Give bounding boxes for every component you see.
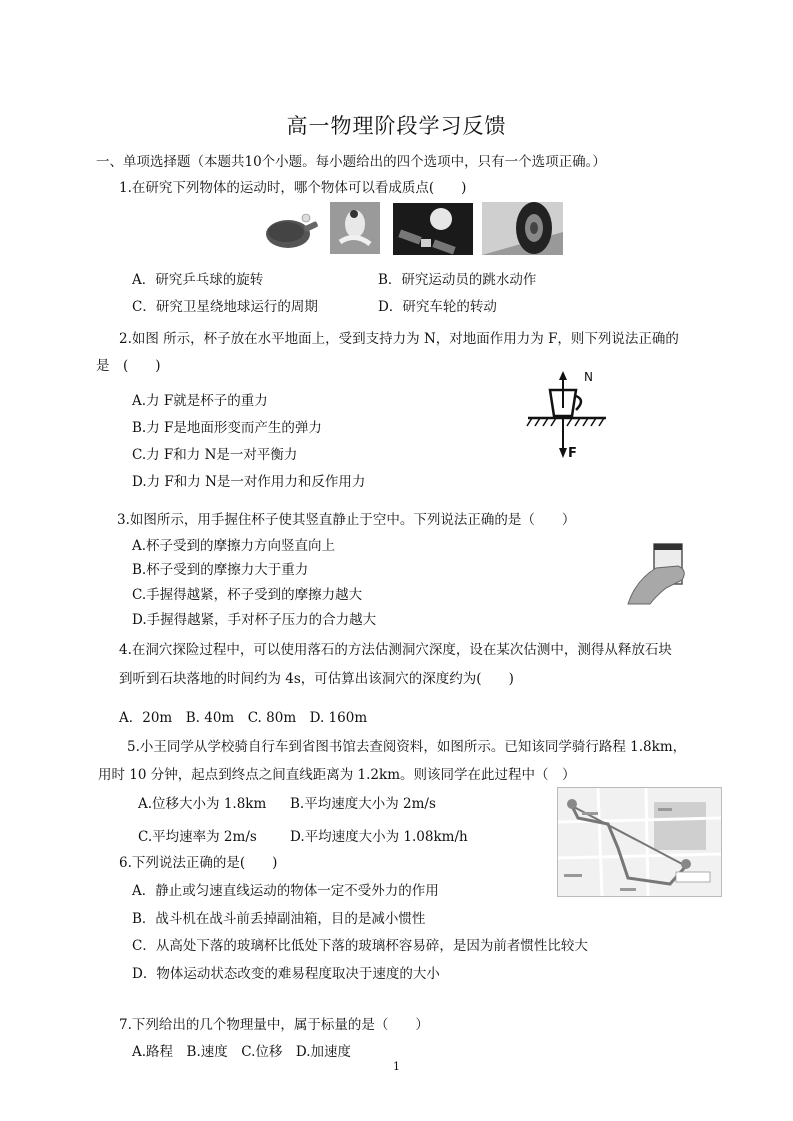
q5-stem-line1: 5.小王同学从学校骑自行车到省图书馆去查阅资料，如图所示。已知该同学骑行路程 1.8km， [127,739,687,755]
q2-stem-line1: 2.如图 所示，杯子放在水平地面上，受到支持力为 N，对地面作用力为 F，则下列说法正确的 [119,331,679,347]
diver-image [330,202,380,254]
q5-option-b: B.平均速度大小为 2m/s [290,796,436,812]
q2-option-b: B.力 F是地面形变而产生的弹力 [132,420,322,436]
q2-option-a: A.力 F就是杯子的重力 [132,393,268,409]
cup-force-diagram [524,368,614,468]
q1-option-b: B．研究运动员的跳水动作 [378,272,537,288]
page-title: 高一物理阶段学习反馈 [286,114,507,138]
car-wheel-image [482,202,563,255]
q6-option-a: A．静止或匀速直线运动的物体一定不受外力的作用 [132,883,439,899]
force-n-label: N [584,370,593,384]
q5-option-c: C.平均速率为 2m/s [138,829,257,845]
q6-option-b: B．战斗机在战斗前丢掉副油箱，目的是减小惯性 [132,911,426,927]
q6-stem: 6.下列说法正确的是( ) [119,855,278,871]
q4-stem-line2: 到听到石块落地的时间约为 4s，可估算出该洞穴的深度约为( ) [119,671,514,687]
q5-option-a: A.位移大小为 1.8km [138,796,267,812]
q1-option-c: C．研究卫星绕地球运行的周期 [132,299,318,315]
route-map-image [557,787,722,897]
q1-option-a: A．研究乒乓球的旋转 [132,272,264,288]
q2-stem-line2: 是 ( ) [96,358,161,374]
force-f-label: F [568,446,577,461]
q2-option-d: D.力 F和力 N是一对作用力和反作用力 [132,474,366,490]
q2-option-c: C.力 F和力 N是一对平衡力 [132,447,298,463]
q6-option-d: D．物体运动状态改变的难易程度取决于速度的大小 [132,966,440,982]
q5-stem-line2: 用时 10 分钟，起点到终点之间直线距离为 1.2km。则该同学在此过程中（ ） [98,767,576,783]
q4-options: A．20m B. 40m C. 80m D. 160m [119,710,368,726]
q3-option-c: C.手握得越紧，杯子受到的摩擦力越大 [132,587,363,603]
q1-stem: 1.在研究下列物体的运动时，哪个物体可以看成质点( ) [119,180,467,196]
q1-option-d: D．研究车轮的转动 [378,299,497,315]
q7-stem: 7.下列给出的几个物理量中，属于标量的是（ ） [119,1017,429,1033]
q7-options: A.路程 B.速度 C.位移 D.加速度 [132,1044,352,1060]
satellite-image [393,203,473,255]
q6-option-c: C．从高处下落的玻璃杯比低处下落的玻璃杯容易碎，是因为前者惯性比较大 [132,938,588,954]
q3-option-a: A.杯子受到的摩擦力方向竖直向上 [132,538,336,554]
q3-stem: 3.如图所示，用手握住杯子使其竖直静止于空中。下列说法正确的是（ ） [117,512,576,528]
ping-pong-paddle-image [262,204,322,254]
q4-stem-line1: 4.在洞穴探险过程中，可以使用落石的方法估测洞穴深度，设在某次估测中，测得从释放石块 [119,642,672,658]
q3-option-d: D.手握得越紧，手对杯子压力的合力越大 [132,612,377,628]
q5-option-d: D.平均速度大小为 1.08km/h [290,829,468,845]
section-heading: 一、单项选择题（本题共10个小题。每小题给出的四个选项中，只有一个选项正确。） [96,154,606,170]
q3-option-b: B.杯子受到的摩擦力大于重力 [132,562,309,578]
hand-holding-cup-image [626,540,696,606]
page-number: 1 [393,1060,400,1073]
